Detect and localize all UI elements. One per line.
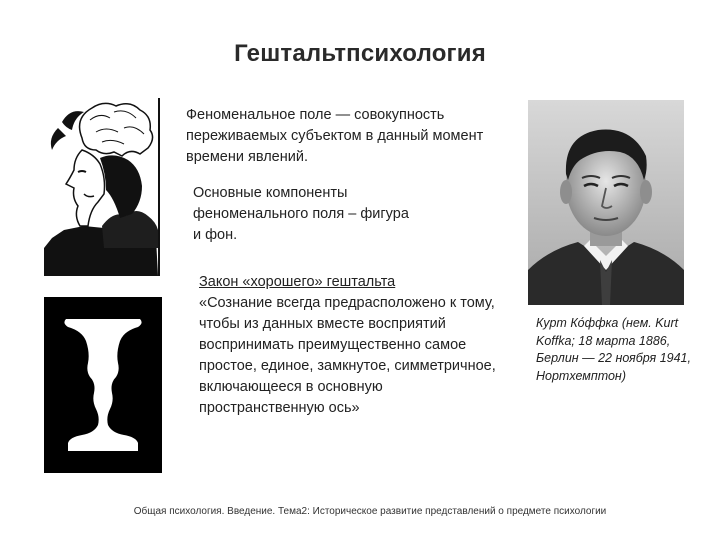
koffka-portrait-photo bbox=[528, 100, 684, 305]
slide-footer: Общая психология. Введение. Тема2: Историческое развитие представлений о предмете психологии bbox=[133, 506, 607, 517]
rubin-vase-image bbox=[44, 297, 162, 473]
good-gestalt-law-body: «Сознание всегда предрасположено к тому, чтобы из данных вместе восприятий воспринимать преимущественно самое простое, единое, замкнутое, симметричное, включающееся в основную пространственную ось» bbox=[199, 295, 496, 416]
good-gestalt-law bbox=[199, 272, 499, 419]
good-gestalt-law-heading: Закон «хорошего» гештальта bbox=[199, 274, 396, 290]
ambiguous-figure-image bbox=[44, 98, 164, 276]
phenomenal-field-components: Основные компоненты феноменального поля – фигура и фон. bbox=[193, 185, 409, 243]
slide-title: Гештальтпсихология bbox=[234, 40, 486, 67]
portrait-caption: Курт Ко́ффка (нем. Kurt Koffka; 18 марта 1886, Берлин — 22 ноября 1941, Нортхемптон) bbox=[536, 316, 691, 383]
phenomenal-field-definition: Феноменальное поле — совокупность переживаемых субъектом в данный момент времени явлений. bbox=[186, 107, 484, 165]
